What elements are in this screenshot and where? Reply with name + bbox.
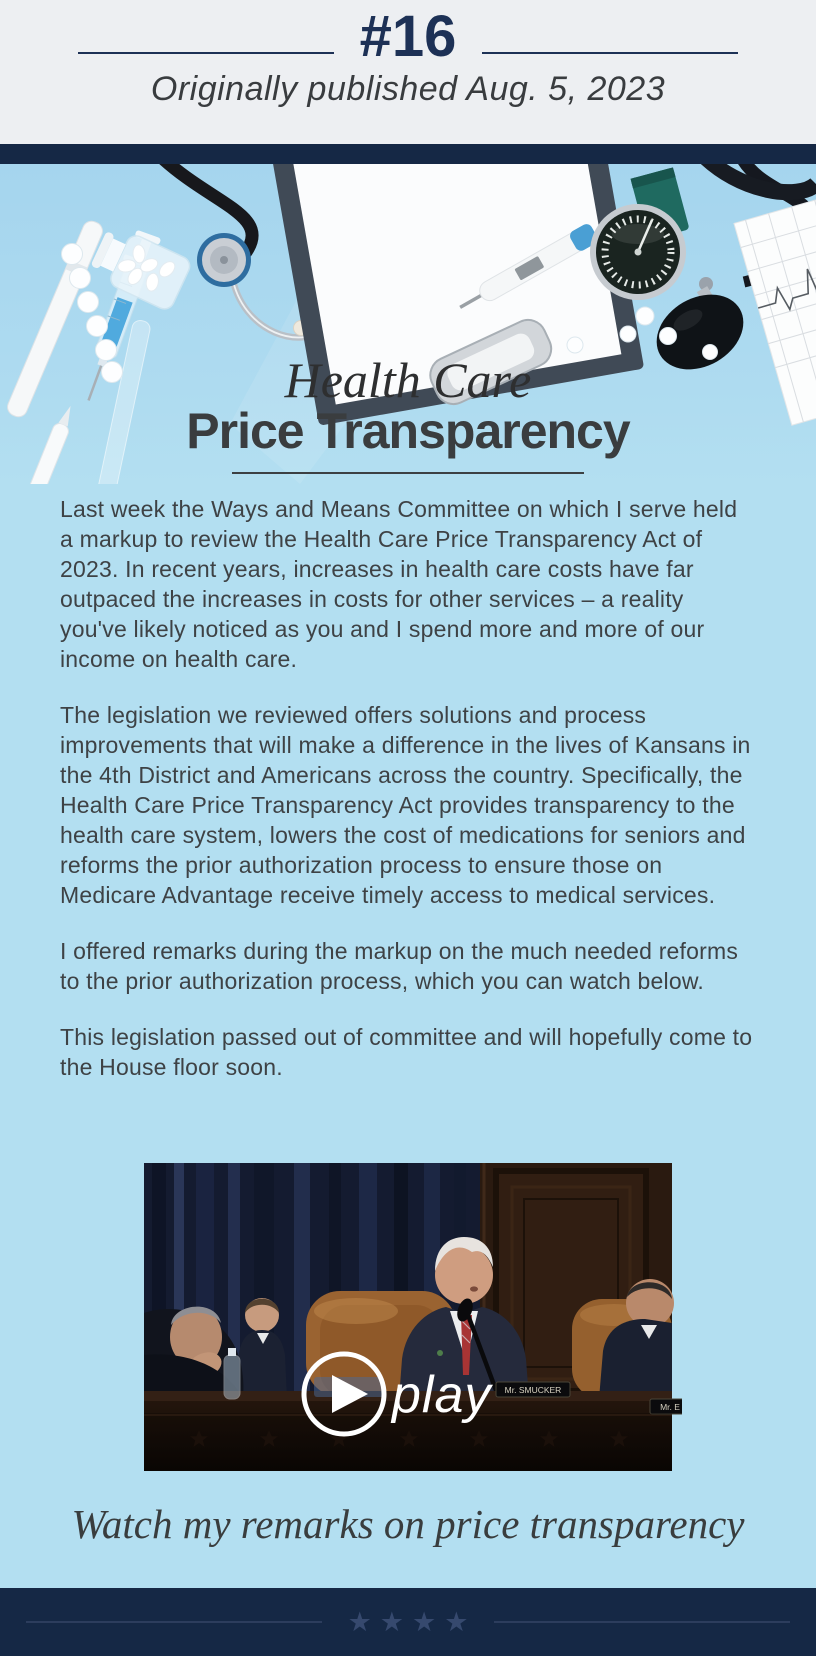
svg-text:Mr. SMUCKER: Mr. SMUCKER [504,1385,562,1395]
footer-right-rule [494,1621,790,1623]
footer [0,1588,816,1656]
svg-text:Mr. E: Mr. E [660,1402,680,1412]
paragraph-1: Last week the Ways and Means Committee on which I serve held a markup to review the Health Care Price Transparency Act of 2023. In recent years, increases in health care costs have far outpaced the increases in costs for other services – a reality you've likely noticed as you and I spend more and more of our income on health care. [60,496,738,672]
play-label: play [392,1366,492,1424]
paragraph-2: The legislation we reviewed offers solutions and process improvements that will make a difference in the lives of Kansans in the 4th District and Americans across the country. Specifically, the Health Care Price Transparency Act provides transparency to the health care system, lowers the cost of medications for seniors and reforms the prior authorization process to ensure those on Medicare Advantage receive timely access to medical services. [60,702,751,908]
nameplate-left [496,1382,570,1397]
water-bottle-icon [224,1348,240,1399]
paragraph-4: This legislation passed out of committee and will hopefully come to the House floor soon. [60,1024,753,1080]
published-date: Originally published Aug. 5, 2023 [150,70,666,108]
article [0,164,816,1588]
star-icon: ★ [412,1606,437,1637]
star-icon: ★ [444,1606,469,1637]
title-underline [232,472,584,474]
divider-bar [0,144,816,164]
title-eyebrow: Health Care [284,352,532,408]
footer-left-rule [26,1621,322,1623]
footer-stars [347,1606,469,1637]
paragraph-3: I offered remarks during the markup on the much needed reforms to the prior authorization process, which you can watch below. [60,938,739,994]
nameplate-right [650,1399,682,1414]
video-thumbnail[interactable] [134,1163,682,1471]
page-title: Price Transparency [186,403,630,459]
right-rule [482,52,738,54]
left-rule [78,52,334,54]
star-icon: ★ [347,1606,372,1637]
issue-number: #16 [359,4,457,69]
hearing-room-scene [134,1163,682,1471]
masthead [0,0,816,144]
issue-row [0,0,816,69]
video-caption: Watch my remarks on price transparency [71,1501,745,1547]
article-body [60,494,756,1082]
listener-figures [144,1298,287,1399]
star-icon: ★ [379,1606,404,1637]
title-block [0,354,816,474]
chair-highlight [314,1298,398,1324]
